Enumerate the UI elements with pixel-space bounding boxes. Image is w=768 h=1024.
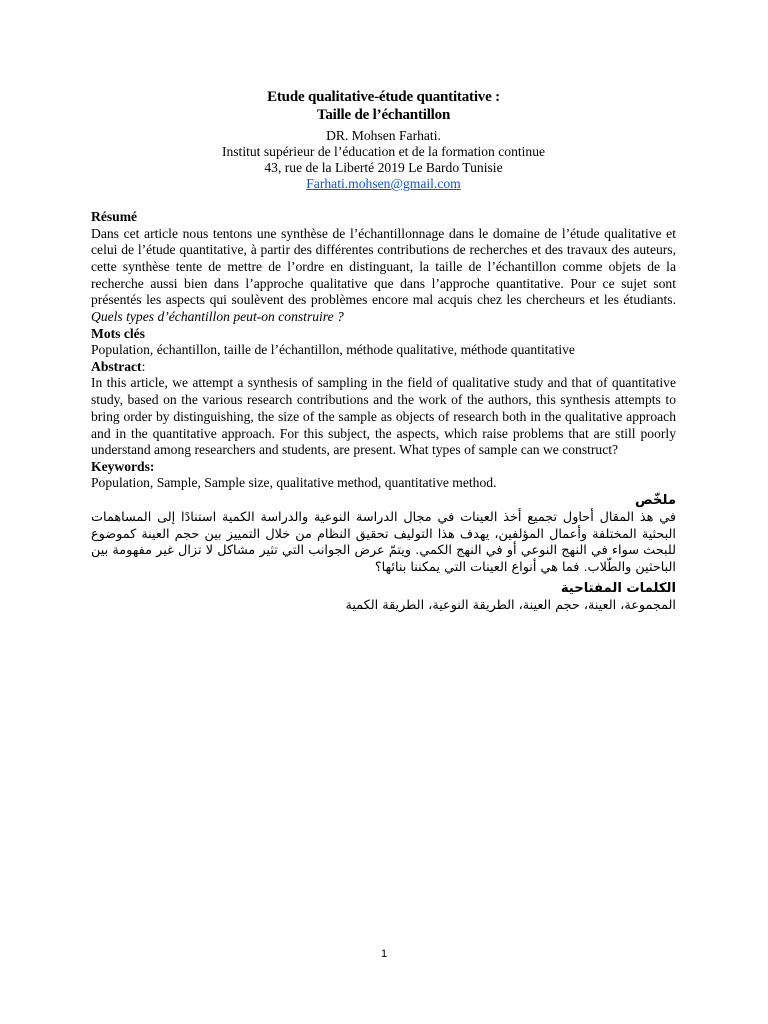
author-email-link[interactable]: Farhati.mohsen@gmail.com bbox=[306, 176, 461, 191]
abstract-text: In this article, we attempt a synthesis of sampling in the field of qualitative study and that of quantitative study, based on the various research contributions and the work of the authors, this synthesis attempts to bring order by distinguishing, the size of the sample as objects of research both in the qualitative approach and in the quantitative approach. For this subject, the aspects, which raise problems that are still poorly understand among researchers and students, are present. What types of sample can we construct? bbox=[91, 375, 676, 458]
keywords-heading: Keywords: bbox=[91, 458, 155, 474]
arabic-summary-heading: ملخّص bbox=[634, 493, 676, 509]
resume-question: Quels types d’échantillon peut-on construire ? bbox=[91, 309, 344, 325]
arabic-keywords-heading: الكلمات المفتاحية bbox=[560, 580, 676, 596]
arabic-keywords-text: المجموعة، العينة، حجم العينة، الطريقة النوعية، الطريقة الكمية bbox=[345, 597, 676, 613]
author-institution: Institut supérieur de l’éducation et de la formation continue bbox=[221, 144, 546, 159]
resume-text bbox=[91, 226, 676, 326]
author-name: DR. Mohsen Farhati. bbox=[326, 128, 441, 143]
arabic-summary-text: في هذ المقال أحاول تجميع أخذ العينات في مجال الدراسة النوعية والدراسة الكمية استنادًا إلى المساهمات البحثية المختلفة وأعمال المؤلفين، يهدف هذا التوليف تحقيق النظام من خلال التمييز بين حجم العينة كموضوع للبحث سواء في النهج النوعي أو في النهج الكمي. ويتمّ عرض الجوانب التي تثير مشاكل لا تزال غير مفهومة بين الباحثين والطّلاب. فما هي أنواع العينات التي يمكننا بنائها؟ bbox=[91, 510, 676, 575]
title-line-2: Taille de l’échantillon bbox=[316, 107, 451, 123]
paper-title bbox=[91, 88, 676, 124]
keywords-text: Population, Sample, Sample size, qualitative method, quantitative method. bbox=[91, 475, 497, 491]
mots-cles-text: Population, échantillon, taille de l’échantillon, méthode qualitative, méthode quantitative bbox=[91, 342, 575, 358]
resume-body: Dans cet article nous tentons une synthèse de l’échantillonnage dans le domaine de l’étude qualitative et celui de l’étude quantitative, à partir des différentes contributions de recherches et des travaux des auteurs, cette synthèse tente de mettre de l’ordre en distinguant, la taille de l’échantillon comme objets de la recherche aussi bien dans l’approche qualitative que dans l’approche quantitative. Pour ce sujet sont présentés les aspects qui soulèvent des problèmes encore mal acquis chez les chercheurs et les étudiants. bbox=[91, 225, 676, 308]
author-address: 43, rue de la Liberté 2019 Le Bardo Tunisie bbox=[264, 160, 503, 175]
title-line-1: Etude qualitative-étude quantitative : bbox=[267, 89, 500, 105]
document-body bbox=[91, 88, 676, 614]
abstract-heading-colon: : bbox=[141, 358, 146, 374]
abstract-heading-label: Abstract bbox=[91, 358, 142, 374]
page-number: 1 bbox=[380, 948, 388, 960]
abstract-heading bbox=[91, 359, 676, 376]
mots-cles-heading: Mots clés bbox=[91, 325, 145, 341]
resume-heading: Résumé bbox=[91, 209, 138, 224]
